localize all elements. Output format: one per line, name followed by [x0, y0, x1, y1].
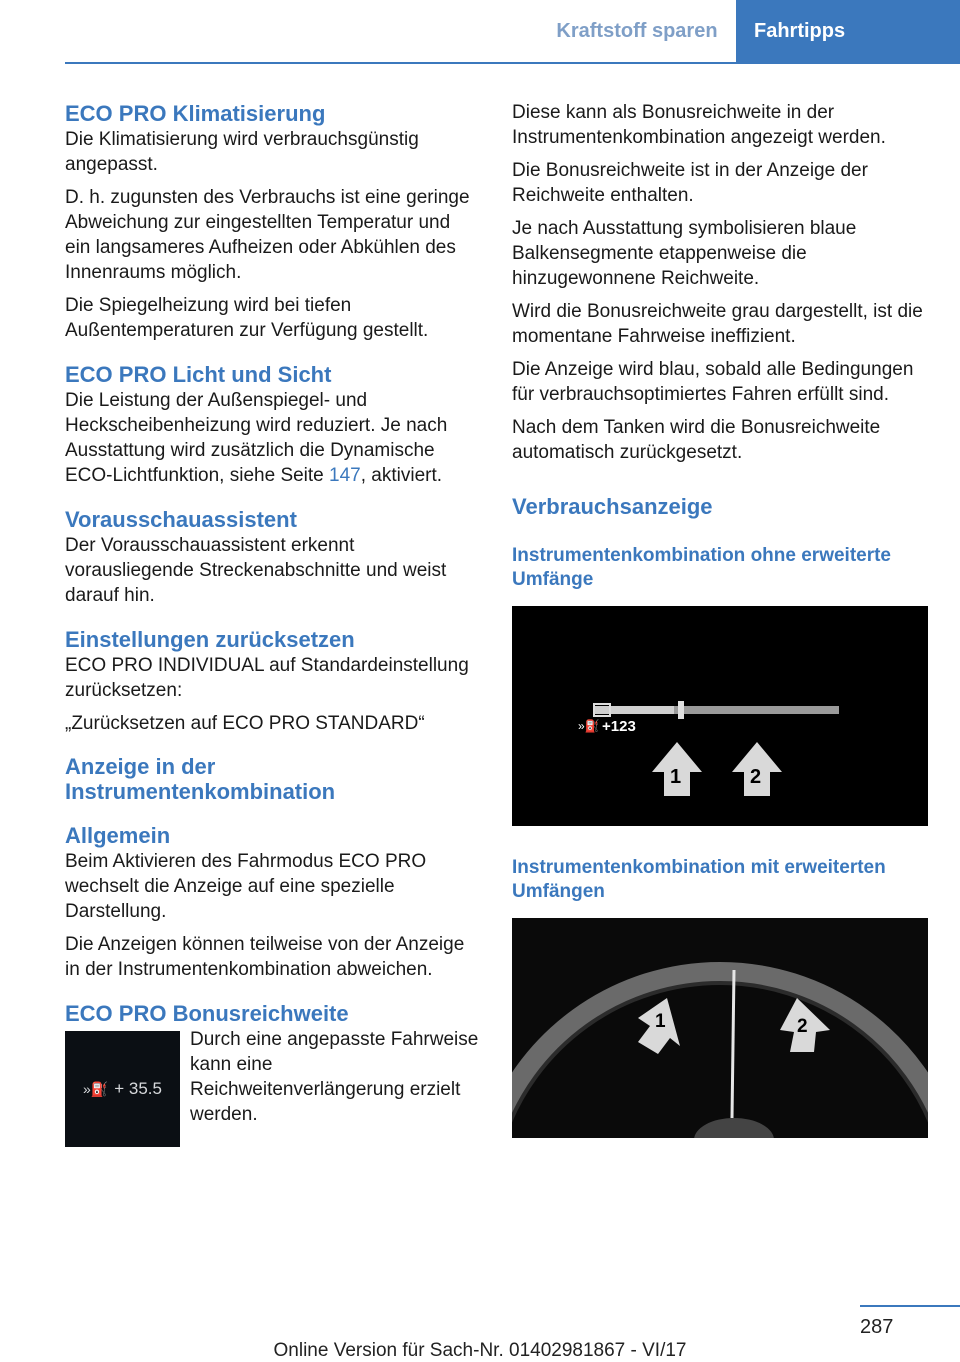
- paragraph: „Zurücksetzen auf ECO PRO STANDARD“: [65, 713, 425, 734]
- instrument-display-image-extended: [512, 918, 928, 1138]
- heading-ohne-erweiterte: Instrumentenkombination ohne erweiterte Umfänge: [512, 545, 891, 590]
- text-span: , aktiviert.: [360, 465, 443, 486]
- paragraph: Nach dem Tanken wird die Bonusreichweite automatisch zurückgesetzt.: [512, 417, 881, 463]
- heading-mit-erweiterten: Instrumentenkombination mit erweiterten Umfängen: [512, 857, 886, 902]
- heading-vorausschauassistent: Vorausschauassistent: [65, 507, 297, 532]
- heading-line: Anzeige in der: [65, 754, 216, 779]
- fuel-pump-icon: »⛽: [83, 1080, 109, 1097]
- paragraph: ECO PRO INDIVIDUAL auf Standardeinstellung zurücksetzen:: [65, 655, 469, 701]
- arrow-2-label: 2: [797, 1016, 808, 1037]
- paragraph: Wird die Bonusreichweite grau dargestellt, ist die momentane Fahrweise ineffizient.: [512, 301, 923, 347]
- gauge-inner-ring: [512, 983, 928, 1138]
- footer-rule: [860, 1305, 960, 1307]
- heading-allgemein: Allgemein: [65, 823, 171, 848]
- bonus-range-display-image: [65, 1031, 180, 1147]
- range-marker: [678, 701, 684, 719]
- paragraph: Diese kann als Bonusreichweite in der Instrumentenkombination angezeigt werden.: [512, 102, 886, 148]
- heading-verbrauchsanzeige: Verbrauchsanzeige: [512, 494, 713, 519]
- paragraph: Die Klimatisierung wird verbrauchsgünstig angepasst.: [65, 129, 419, 175]
- paragraph: Die Anzeige wird blau, sobald alle Bedingungen für verbrauchsoptimiertes Fahren erfüllt sind.: [512, 359, 914, 405]
- paragraph: Die Anzeigen können teilweise von der Anzeige in der Instrumentenkombination abweichen.: [65, 934, 465, 980]
- paragraph: Die Bonusreichweite ist in der Anzeige der Reichweite enthalten.: [512, 160, 868, 206]
- arrow-2-label: 2: [750, 766, 762, 788]
- left-column: [65, 100, 479, 1147]
- gauge-needle: [732, 970, 734, 1118]
- right-column: [512, 100, 932, 1138]
- instrument-display-image-basic: [512, 606, 928, 826]
- heading-eco-pro-klimatisierung: ECO PRO Klimatisierung: [65, 101, 326, 126]
- tab-kraftstoff-sparen[interactable]: Kraftstoff sparen: [556, 19, 718, 42]
- heading-einstellungen-zuruecksetzen: Einstellungen zurücksetzen: [65, 627, 355, 652]
- heading-eco-pro-licht: ECO PRO Licht und Sicht: [65, 362, 332, 387]
- tab-fahrtipps[interactable]: Fahrtipps: [736, 0, 960, 62]
- paragraph: D. h. zugunsten des Verbrauchs ist eine geringe Abweichung zur eingestellten Temperatur und ein langsameres Aufheizen oder Abkühlen des Innenraums möglich.: [65, 187, 470, 283]
- text-span: Die Leistung der Außenspiegel- und Heckscheibenheizung wird reduziert. Je nach Ausstattung wird zusätzlich die Dynamische ECO-Lichtfunktion, siehe Seite: [65, 390, 448, 486]
- arrow-1-label: 1: [670, 766, 682, 788]
- bonus-range-value: + 35.5: [114, 1079, 162, 1098]
- bonus-range-value: +123: [602, 718, 636, 735]
- arrow-1-label: 1: [655, 1011, 666, 1032]
- heading-line: Instrumentenkombination: [65, 779, 336, 804]
- range-bar-fill: [594, 706, 674, 714]
- page-link-147[interactable]: 147: [329, 465, 361, 486]
- paragraph: Die Spiegelheizung wird bei tiefen Außentemperaturen zur Verfügung gestellt.: [65, 295, 429, 341]
- header-rule: [65, 62, 960, 64]
- heading-eco-pro-bonusreichweite: ECO PRO Bonusreichweite: [65, 1001, 349, 1026]
- fuel-pump-icon: »⛽: [578, 719, 600, 733]
- paragraph: Je nach Ausstattung symbolisieren blaue Balkensegmente etappenweise die hinzugewonnene Reichweite.: [512, 218, 857, 289]
- heading-anzeige-instrumentenkombination: [65, 754, 479, 804]
- online-version-note: Online Version für Sach-Nr. 01402981867 - VI/17: [273, 1340, 687, 1361]
- paragraph: Beim Aktivieren des Fahrmodus ECO PRO wechselt die Anzeige auf eine spezielle Darstellung.: [65, 851, 427, 922]
- paragraph: Durch eine angepasste Fahrweise kann eine Reichweitenverlängerung erzielt werden.: [190, 1029, 479, 1125]
- gauge-ring: [512, 973, 928, 1138]
- paragraph: Der Vorausschauassistent erkennt vorausliegende Streckenabschnitte und weist darauf hin.: [65, 535, 447, 606]
- paragraph: [65, 388, 479, 488]
- needle-hub: [694, 1118, 774, 1138]
- page-number: 287: [860, 1316, 894, 1338]
